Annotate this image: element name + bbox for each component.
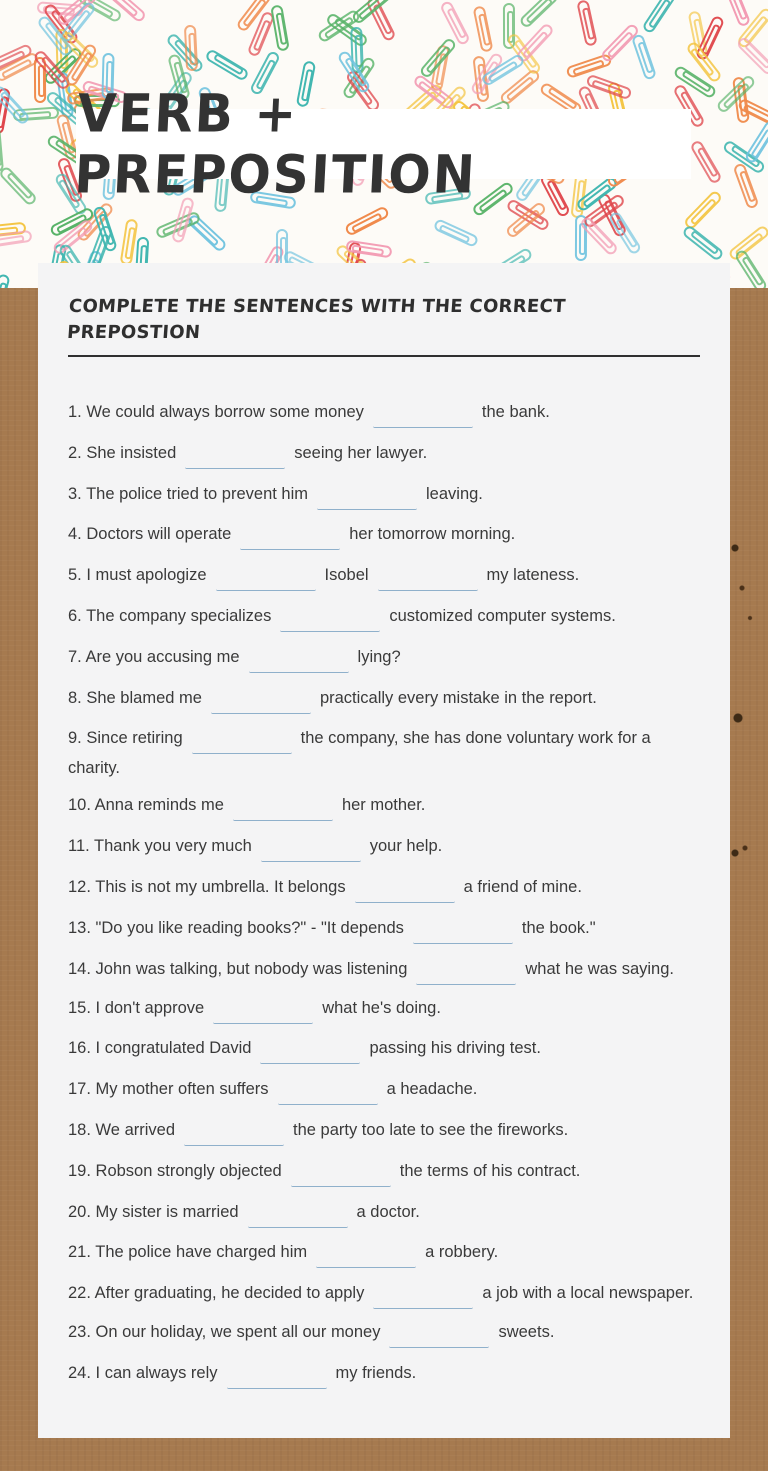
answer-blank-7[interactable]: [249, 655, 349, 673]
question-number: 17.: [68, 1080, 91, 1099]
question-13: [68, 914, 704, 944]
question-number: 24.: [68, 1363, 91, 1382]
answer-blank-17[interactable]: [278, 1087, 378, 1105]
question-number: 3.: [68, 484, 82, 503]
paperclip-icon: [576, 0, 598, 47]
question-text: a doctor.: [356, 1202, 420, 1221]
question-text: seeing her lawyer.: [294, 443, 428, 462]
question-text: Thank you very much: [94, 837, 252, 856]
question-16: [68, 1034, 704, 1064]
answer-blank-10[interactable]: [233, 803, 333, 821]
question-text: After graduating, he decided to apply: [94, 1284, 365, 1303]
question-text: your help.: [369, 837, 443, 856]
question-text: We could always borrow some money: [86, 403, 364, 421]
header-banner: [0, 0, 768, 288]
paperclip-icon: [681, 224, 725, 262]
question-number: 20.: [68, 1202, 91, 1221]
question-number: 19.: [68, 1161, 91, 1180]
question-text: Isobel: [324, 566, 369, 585]
question-10: [68, 791, 704, 821]
question-text: my lateness.: [486, 566, 580, 585]
question-number: 13.: [68, 918, 91, 937]
question-text: practically every mistake in the report.: [319, 688, 597, 707]
answer-blank-22[interactable]: [373, 1291, 473, 1309]
question-text: the bank.: [481, 403, 550, 421]
question-text: what he's doing.: [322, 998, 441, 1017]
question-text: John was talking, but nobody was listening: [95, 959, 408, 978]
answer-blank-11[interactable]: [261, 844, 361, 862]
worksheet-card: [38, 263, 730, 1438]
answer-blank-13[interactable]: [413, 926, 513, 944]
question-text: the company, she has done voluntary work for a charity.: [68, 729, 651, 778]
question-11: [68, 832, 704, 862]
question-8: [68, 684, 704, 714]
question-number: 5.: [68, 566, 82, 585]
question-number: 15.: [68, 998, 91, 1017]
question-15: [68, 994, 704, 1024]
question-22: [68, 1279, 704, 1309]
question-text: her tomorrow morning.: [349, 525, 516, 544]
paperclip-icon: [736, 36, 768, 77]
answer-blank-14[interactable]: [416, 967, 516, 985]
question-text: sweets.: [498, 1323, 555, 1342]
question-number: 21.: [68, 1243, 91, 1262]
question-text: She blamed me: [86, 688, 202, 707]
question-9: [68, 724, 704, 782]
question-number: 22.: [68, 1284, 91, 1303]
question-2: [68, 439, 704, 469]
question-number: 9.: [68, 729, 82, 748]
paperclip-icon: [270, 5, 290, 52]
answer-blank-5a[interactable]: [216, 573, 316, 591]
answer-blank-16[interactable]: [260, 1046, 360, 1064]
question-21: [68, 1238, 704, 1268]
answer-blank-21[interactable]: [316, 1250, 416, 1268]
question-7: [68, 643, 704, 673]
paperclip-icon: [744, 119, 768, 164]
question-text: a headache.: [386, 1080, 478, 1099]
answer-blank-3[interactable]: [317, 492, 417, 510]
question-text: passing his driving test.: [369, 1039, 541, 1058]
question-number: 12.: [68, 877, 91, 896]
question-text: The police have charged him: [95, 1243, 308, 1262]
question-number: 18.: [68, 1120, 91, 1139]
paperclip-icon: [734, 248, 768, 288]
paperclip-icon: [184, 24, 198, 71]
question-text: "Do you like reading books?" - "It depends: [95, 918, 404, 937]
question-text: Are you accusing me: [85, 647, 240, 666]
question-14: [68, 955, 704, 985]
question-text: Anna reminds me: [94, 796, 224, 815]
question-number: 16.: [68, 1039, 91, 1058]
question-list: [68, 398, 704, 1400]
question-12: [68, 873, 704, 903]
paperclip-icon: [689, 139, 723, 185]
question-3: [68, 480, 704, 510]
paperclip-icon: [0, 126, 4, 173]
answer-blank-23[interactable]: [389, 1330, 489, 1348]
paperclip-icon: [682, 190, 723, 231]
answer-blank-9[interactable]: [192, 736, 292, 754]
question-4: [68, 520, 704, 550]
question-17: [68, 1075, 704, 1105]
question-number: 1.: [68, 403, 82, 421]
question-text: Robson strongly objected: [95, 1161, 282, 1180]
answer-blank-15[interactable]: [213, 1006, 313, 1024]
paperclip-icon: [518, 0, 560, 30]
answer-blank-1[interactable]: [373, 410, 473, 428]
question-number: 4.: [68, 525, 82, 544]
answer-blank-12[interactable]: [355, 885, 455, 903]
paperclip-icon: [432, 218, 479, 248]
answer-blank-24[interactable]: [227, 1371, 327, 1389]
question-24: [68, 1359, 704, 1389]
question-text: On our holiday, we spent all our money: [95, 1323, 381, 1342]
paperclip-icon: [723, 0, 751, 27]
question-text: a job with a local newspaper.: [482, 1284, 694, 1303]
question-text: We arrived: [95, 1120, 176, 1139]
answer-blank-19[interactable]: [291, 1169, 391, 1187]
question-text: The police tried to prevent him: [86, 484, 309, 503]
title-plate: [72, 83, 691, 205]
question-text: a friend of mine.: [463, 877, 582, 896]
answer-blank-2[interactable]: [185, 451, 285, 469]
question-18: [68, 1116, 704, 1146]
answer-blank-18[interactable]: [184, 1128, 284, 1146]
question-text: She insisted: [86, 443, 177, 462]
question-6: [68, 602, 704, 632]
question-text: This is not my umbrella. It belongs: [95, 877, 346, 896]
question-number: 11.: [68, 837, 90, 856]
question-19: [68, 1157, 704, 1187]
question-text: I congratulated David: [95, 1039, 252, 1058]
answer-blank-20[interactable]: [248, 1210, 348, 1228]
question-text: leaving.: [426, 484, 483, 503]
paperclip-icon: [631, 33, 657, 80]
question-number: 8.: [68, 688, 82, 707]
question-number: 7.: [68, 647, 82, 666]
question-text: what he was saying.: [525, 959, 674, 978]
question-number: 6.: [68, 606, 82, 625]
question-number: 14.: [68, 959, 91, 978]
question-text: I must apologize: [86, 566, 207, 585]
page-title: VERB + PREPOSITION: [72, 83, 479, 205]
question-1: [68, 398, 704, 428]
paperclip-icon: [641, 0, 676, 35]
question-number: 2.: [68, 443, 82, 462]
question-text: the party too late to see the fireworks.: [293, 1120, 569, 1139]
question-5: [68, 561, 704, 591]
question-text: a robbery.: [425, 1243, 499, 1262]
question-text: lying?: [357, 647, 401, 666]
question-text: I don't approve: [95, 998, 205, 1017]
question-text: her mother.: [341, 796, 426, 815]
question-20: [68, 1198, 704, 1228]
question-text: My mother often suffers: [95, 1080, 269, 1099]
answer-blank-5b[interactable]: [378, 573, 478, 591]
answer-blank-8[interactable]: [211, 696, 311, 714]
question-text: Since retiring: [86, 729, 183, 748]
heading-divider: [68, 355, 700, 357]
paperclip-icon: [344, 205, 390, 237]
paperclip-icon: [0, 273, 11, 288]
question-text: my friends.: [335, 1363, 417, 1382]
question-text: My sister is married: [95, 1202, 239, 1221]
instructions-heading: COMPLETE THE SENTENCES WITH THE CORRECT PREPOSTION: [66, 296, 567, 343]
question-23: [68, 1318, 704, 1348]
paperclip-icon: [204, 48, 250, 82]
question-text: Doctors will operate: [86, 525, 232, 544]
question-number: 10.: [68, 796, 91, 815]
question-text: the book.": [521, 918, 596, 937]
paperclip-icon: [472, 5, 493, 52]
answer-blank-4[interactable]: [240, 532, 340, 550]
question-text: customized computer systems.: [389, 606, 616, 625]
paperclip-icon: [0, 165, 38, 207]
question-number: 23.: [68, 1323, 91, 1342]
question-text: The company specializes: [86, 606, 272, 625]
question-text: I can always rely: [95, 1363, 218, 1382]
question-text: the terms of his contract.: [399, 1161, 581, 1180]
answer-blank-6[interactable]: [280, 614, 380, 632]
